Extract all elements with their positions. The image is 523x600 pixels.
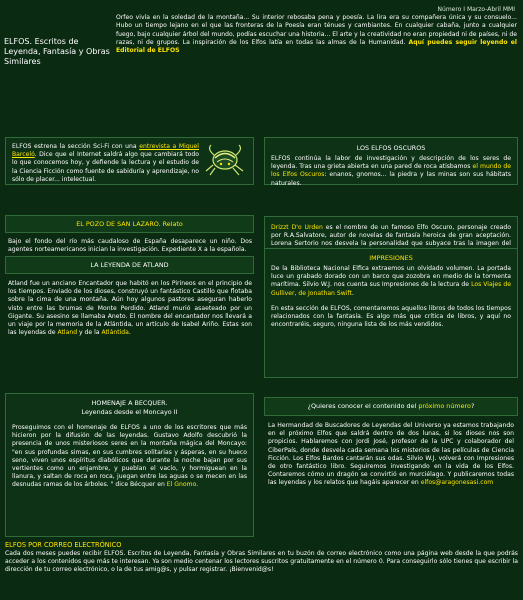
becquer-subtitle: Leyendas desde el Moncayo II	[81, 408, 178, 416]
impresiones-paragraph-2: En esta sección de ELFOS, comentaremos aquellos libros de todos los tiempos relacionados con la fantasía. Es algo más que crítica de libros, y aquí no encontraréis, seguro, ninguna lista de los más vendidos.	[271, 304, 511, 329]
editorial-link[interactable]: Aquí puedes seguir leyendo el Editorial de ELFOS	[116, 38, 517, 55]
proximo-link[interactable]: próximo número	[418, 402, 471, 410]
proximo-text: La Hermandad de Buscadores de Leyendas del Universo ya estamos trabajando en el próximo Elfos que saldrá dentro de dos lunas, si los dioses nos son propicios. Hablaremos con Jordi José, profesor de la UPC y colaborador del CiberPaís, donde desvela cada semana los misterios de las películas de Ciencia Ficción. Los Elfos Bardos cantarán sus odas. Silvio W.J. volverá con Impresiones de otro fantástico libro. Seguiremos investigando en la vida de los Elfos. Contaremos cómo un dragón se convirtió en murciélago. Y publicaremos todas las leyendas y los relatos que hagáis aparecer en	[268, 422, 514, 487]
oscuros-text-pre: ELFOS continúa la labor de investigación y descripción de los seres de leyenda. Tras una grieta abierta en una pared de roca atisbamos	[271, 155, 511, 171]
crab-creature-icon	[203, 143, 247, 177]
site-title: ELFOS. Escritos de Leyenda, Fantasía y Obras Similares	[4, 37, 110, 66]
atland-mid: y de la	[77, 329, 102, 337]
impresiones-p1-pre: De la Biblioteca Nacional Elfica extraemos un olvidado volumen. La portada luce un grabado dorado con un barco que zozobra en medio de la tormenta marítima. Silvio W.J. nos cuenta sus Impresiones de la lectura de	[271, 265, 511, 289]
scifi-interview-link[interactable]: entrevista a Miquel Barceló	[12, 143, 200, 159]
oscuros-title: LOS ELFOS OSCUROS	[356, 144, 426, 152]
editorial-intro	[116, 14, 517, 55]
atland-text-block	[8, 280, 252, 337]
pozo-text: Bajo el fondo del río más caudaloso de España desaparece un niño. Dos agentes norteamericanos inician la investigación. Expediente X a la española.	[8, 238, 252, 254]
scifi-text-post: . Dice que el Internet saldrá algo que cambiará todo lo que conocemos hoy, y defiende la lectura y el estudio de la Ciencia Ficción como fuente de sabiduría y aprendizaje, no sólo de placer... intelectual.	[12, 151, 199, 183]
becquer-section	[5, 393, 254, 537]
editorial-text: Orfeo vivía en la soledad de la montaña... Su interior rebosaba pena y poesía. La lira era su compañera única y su consuelo... Hubo un tiempo lejano en el que las fronteras de la Poesía eran ténues y cambiantes. En cualquier cabaña, junto a cualquier fuego, bajo cualquier árbol del mundo, podías escuchar una historia... El arte y la creatividad no eran propiedad ni de países, ni de razas, ni de grupos. La inspiración de los Elfos latía en todas las almas de la Humanidad.	[116, 14, 517, 46]
atland-text: Atland fue un anciano Encantador que habitó en los Pirineos en el principio de los tiempos. Enviado de los dioses, construyó un fantástico Castillo que flotaba sobre la cima de una montaña. Aún hoy algunos pastores aseguran haberlo visto entre las brumas de Monte Perdido. Atland murió asaeteado por un Gigante. Su asesino se llamaba Aneto. El nombre del encantador nos llevará a un viaje por la memoria de la Atlántida, un artículo de Isabel Ariño. Estas son las leyendas de	[8, 280, 252, 337]
atland-title: LA LEYENDA DE ATLAND	[5, 256, 254, 274]
drizzt-link[interactable]: Drizzt D'o Urden	[271, 224, 323, 231]
becquer-text: Proseguimos con el homenaje de ELFOS a uno de los escritores que más hicieron por la difusión de las leyendas. Gustavo Adolfo descubrió la presencia de unos misteriosos seres en la montaña mágica del Moncayo: "en sus profundas simas, en sus cumbres solitarias y ásperas, en su hueco seno, viven unos espíritus diabólicos que durante la noche bajan por sus vertientes como un enjambre, y pueblan el vacío, y hormiguean en la llanura, y saltan de roca en roca, juegan entre las aguas o se mecen en las desnudas ramas de los árboles. " dice Bécquer en	[12, 424, 247, 489]
proximo-title-pre: ¿Quieres conocer el contenido del	[307, 402, 419, 410]
proximo-title-bar	[264, 397, 518, 416]
impresiones-title: IMPRESIONES	[369, 254, 413, 262]
gnomo-link[interactable]: El Gnomo	[166, 481, 197, 489]
atlantida-link[interactable]: Atlántida	[101, 329, 129, 337]
impresiones-section	[264, 248, 518, 378]
atland-end: .	[128, 329, 131, 337]
correo-text: Cada dos meses puedes recibir ELFOS. Escritos de Leyenda, Fantasía y Obras Similares en tu buzón de correo electrónico como una página web desde la que podrás acceder a los contenidos que más te interesan. Ya son medio centenar los lectores suscritos gratuitamente en el número 0. Para conseguirlo sólo tienes que escribir la dirección de tu correo electrónico, o la de tus amig@s, y pulsar registrar. ¡Bienvenid@s!	[5, 550, 518, 574]
scifi-text-pre: ELFOS estrena la sección Sci-Fi con una	[12, 143, 137, 150]
becquer-end: .	[196, 481, 199, 489]
proximo-text-block	[268, 422, 514, 488]
impresiones-p1-end: .	[351, 289, 354, 297]
oscuros-section	[264, 137, 518, 185]
atland-link[interactable]: Atland	[57, 329, 78, 337]
becquer-title: HOMENAJE A BECQUER.	[91, 399, 168, 407]
pozo-title[interactable]: EL POZO DE SAN LAZARO. Relato	[5, 215, 254, 233]
email-link[interactable]: elfos@aragonesasi.com	[420, 479, 494, 487]
proximo-title-end: ?	[470, 402, 475, 410]
issue-label: Número I Marzo-Abril MMI	[437, 6, 515, 13]
drizzt-text: es el nombre de un famoso Elfo Oscuro, personaje creado por R.A.Salvatore, autor de novelas de fantasía heroica de gran aceptación. Lorena Sertorio nos desvela la personalidad que subyace tras la imagen del	[271, 224, 511, 248]
oscuros-text-post: : enanos, gnomos... la piedra y las minas son sus hábitats naturales.	[271, 171, 511, 187]
impresiones-paragraph-1	[271, 265, 511, 298]
correo-title: ELFOS POR CORREO ELECTRÓNICO	[5, 541, 122, 549]
oscuros-link[interactable]: el mundo de los Elfos Oscuros	[271, 163, 511, 179]
scifi-section	[5, 137, 254, 185]
gulliver-link[interactable]: Los Viajes de Gulliver, de Jonathan Swift	[271, 281, 511, 297]
